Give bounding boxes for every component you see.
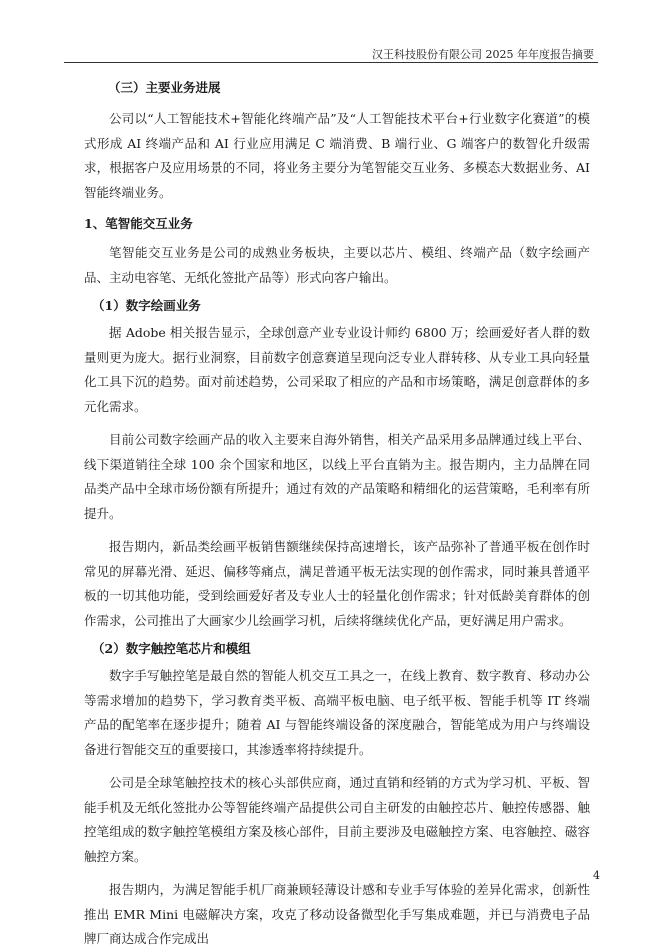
paragraph: 公司是全球笔触控技术的核心头部供应商，通过直销和经销的方式为学习机、平板、智能手机及无纸化签批办公等智能终端产品提供公司自主研发的由触控芯片、触控传感器、触控笔组成的数字触控笔模组方案及核心部件，目前主要涉及电磁触控方案、电容触控、磁容触控方案。	[84, 775, 590, 864]
paragraph: 据 Adobe 相关报告显示，全球创意产业专业设计师约 6800 万；绘画爱好者人群的数量则更为庞大。据行业洞察，目前数字创意赛道呈现向泛专业人群转移、从专业工具向轻量化工具下沉的趋势。面对前述趋势，公司采取了相应的产品和市场策略，满足创意群体的多元化需求。	[84, 325, 590, 414]
section-heading: （三）主要业务进展	[108, 80, 221, 95]
paragraph: 报告期内，新品类绘画平板销售额继续保持高速增长，该产品弥补了普通平板在创作时常见的屏幕光滑、延迟、偏移等痛点，满足普通平板无法实现的创作需求，同时兼具普通平板的一切其他功能，受到绘画爱好者及专业人士的轻量化创作需求；针对低龄美育群体的创作需求，公司推出了大画家少儿绘画学习机，后续将继续优化产品，更好满足用户需求。	[84, 539, 590, 628]
header-title: 汉王科技股份有限公司 2025 年年度报告摘要	[372, 48, 594, 61]
section-intro-paragraph: 公司以“人工智能技术+智能化终端产品”及“人工智能技术平台+行业数字化赛道”的模式形成 AI 终端产品和 AI 行业应用满足 C 端消费、B 端行业、G 端客户的数智化升级需求，根据客户及应用场景的不同，将业务主要分为笔智能交互业务、多模态大数据业务、AI 智能终端业务。	[84, 111, 590, 200]
item-heading-digital-painting: （1）数字绘画业务	[92, 298, 201, 313]
page-header	[64, 42, 598, 63]
paragraph: 数字手写触控笔是最自然的智能人机交互工具之一，在线上教育、数字教育、移动办公等需求增加的趋势下，学习教育类平板、高端平板电脑、电子纸平板、智能手机等 IT 终端产品的配笔率在逐步提升；随着 AI 与智能终端设备的深度融合，智能笔成为用户与终端设备进行智能交互的重要接口，其渗透率将持续提升。	[84, 668, 590, 757]
subsection-intro-paragraph: 笔智能交互业务是公司的成熟业务板块，主要以芯片、模组、终端产品（数字绘画产品、主动电容笔、无纸化签批产品等）形式向客户输出。	[84, 245, 590, 285]
paragraph: 目前公司数字绘画产品的收入主要来自海外销售，相关产品采用多品牌通过线上平台、线下渠道销往全球 100 余个国家和地区，以线上平台直销为主。报告期内，主力品牌在同品类产品中全球市场份额有所提升；通过有效的产品策略和精细化的运营策略，毛利率有所提升。	[84, 432, 590, 521]
page-number: 4	[593, 869, 600, 882]
document-body	[84, 78, 590, 952]
item-heading-stylus-chips: （2）数字触控笔芯片和模组	[92, 641, 251, 656]
paragraph: 报告期内，为满足智能手机厂商兼顾轻薄设计感和专业手写体验的差异化需求，创新性推出 EMR Mini 电磁解决方案，攻克了移动设备微型化手写集成难题，并已与消费电子品牌厂商达成合作完成出	[84, 882, 590, 946]
subsection-heading-pen-interaction: 1、笔智能交互业务	[84, 216, 193, 231]
